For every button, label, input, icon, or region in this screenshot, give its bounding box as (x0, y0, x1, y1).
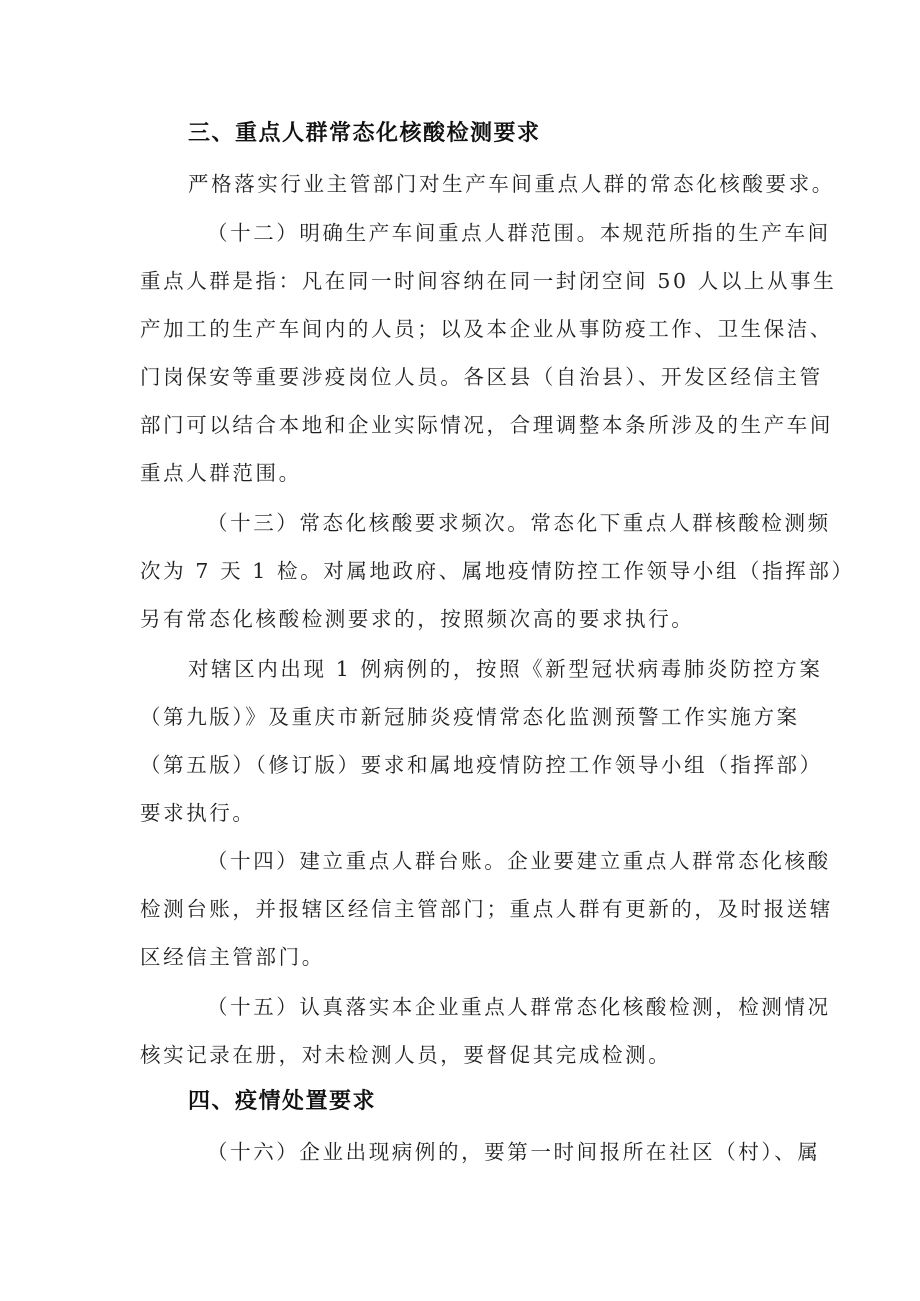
section-3-intro: 严格落实行业主管部门对生产车间重点人群的常态化核酸要求。 (188, 172, 835, 196)
paragraph-line: 产加工的生产车间内的人员；以及本企业从事防疫工作、卫生保洁、 (140, 317, 833, 341)
paragraph-line: 部门可以结合本地和企业实际情况，合理调整本条所涉及的生产车间 (140, 413, 833, 437)
paragraph-line: 对辖区内出现 1 例病例的，按照《新型冠状病毒肺炎防控方案 (188, 657, 823, 681)
paragraph-line: 要求执行。 (140, 801, 256, 825)
paragraph-line: 核实记录在册，对未检测人员，要督促其完成检测。 (140, 1043, 672, 1067)
paragraph-line: 门岗保安等重要涉疫岗位人员。各区县（自治县）、开发区经信主管 (140, 365, 823, 389)
paragraph-line: 次为 7 天 1 检。对属地政府、属地疫情防控工作领导小组（指挥部） (140, 559, 855, 583)
paragraph-line: （第五版）（修订版）要求和属地疫情防控工作领导小组（指挥部） (140, 753, 823, 777)
paragraph-line: 另有常态化核酸检测要求的，按照频次高的要求执行。 (140, 607, 695, 631)
paragraph-line: 区经信主管部门。 (140, 945, 325, 969)
paragraph-line: （十六）企业出现病例的，要第一时间报所在社区（村）、属 (207, 1140, 821, 1164)
paragraph-line: （十三）常态化核酸要求频次。常态化下重点人群核酸检测频 (207, 511, 831, 535)
paragraph-line: （十五）认真落实本企业重点人群常态化核酸检测，检测情况 (207, 995, 831, 1019)
section-4-heading: 四、疫情处置要求 (188, 1089, 377, 1114)
paragraph-line: 重点人群是指：凡在同一时间容纳在同一封闭空间 50 人以上从事生 (140, 269, 837, 293)
paragraph-line: （十四）建立重点人群台账。企业要建立重点人群常态化核酸 (207, 849, 831, 873)
paragraph-line: （十二）明确生产车间重点人群范围。本规范所指的生产车间 (207, 221, 831, 245)
section-3-heading: 三、重点人群常态化核酸检测要求 (188, 121, 541, 146)
paragraph-line: 检测台账，并报辖区经信主管部门；重点人群有更新的，及时报送辖 (140, 897, 833, 921)
paragraph-line: （第九版）》及重庆市新冠肺炎疫情常态化监测预警工作实施方案 (140, 705, 800, 729)
paragraph-line: 重点人群范围。 (140, 461, 302, 485)
